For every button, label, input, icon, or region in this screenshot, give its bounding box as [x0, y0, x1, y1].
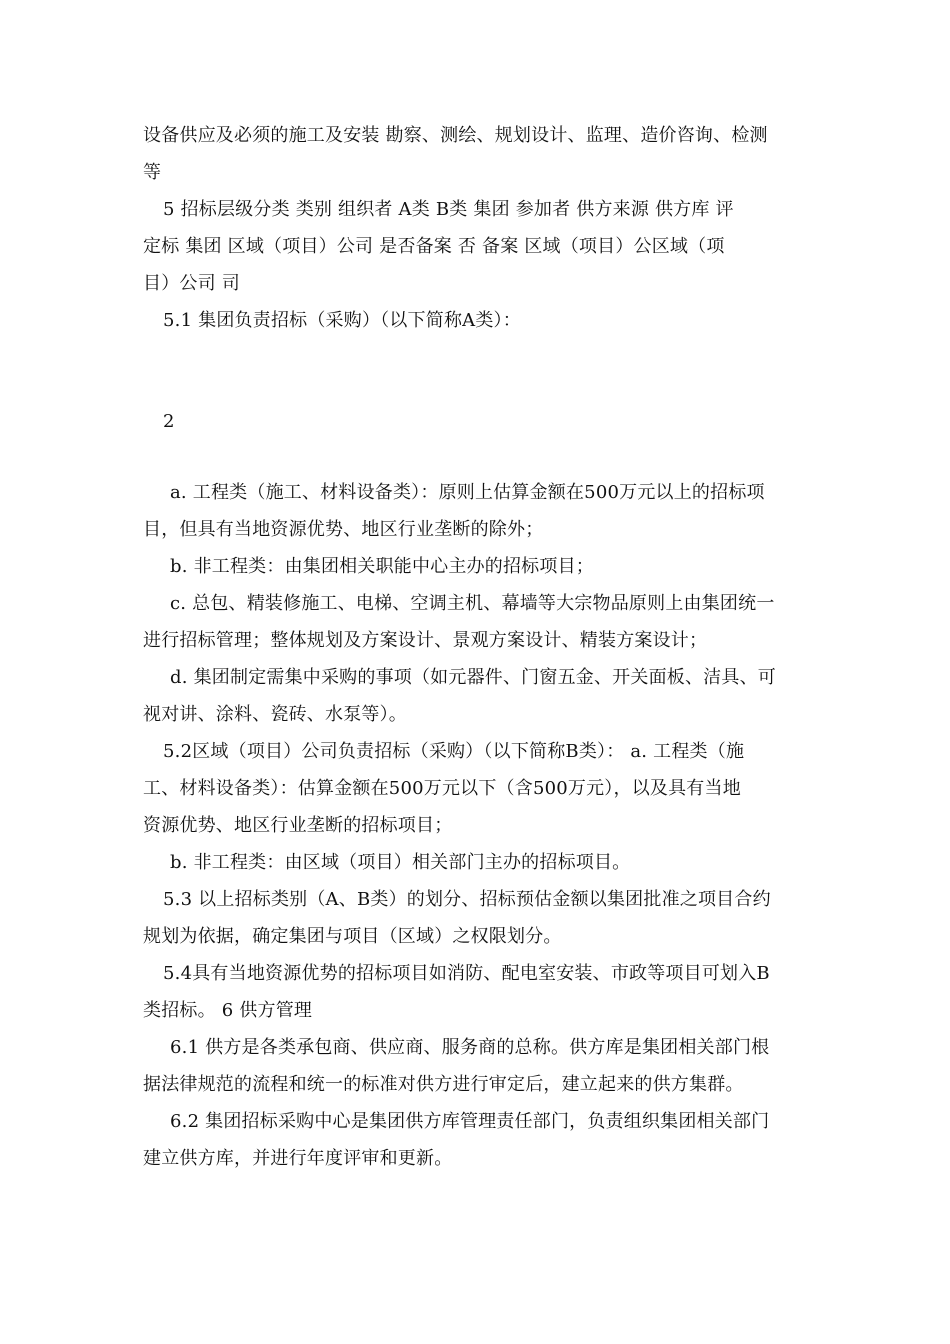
text-line: 视对讲、涂料、瓷砖、水泵等）。 — [143, 704, 407, 725]
section-6-2-heading: 6.2 集团招标采购中心是集团供方库管理责任部门，负责组织集团相关部门 — [170, 1111, 770, 1132]
list-item-b-2: b. 非工程类：由区域（项目）相关部门主办的招标项目。 — [170, 852, 631, 873]
section-6-heading: 类招标。 6 供方管理 — [143, 1000, 313, 1021]
text-line: 目）公司 司 — [143, 273, 240, 294]
section-5-1-heading: 5.1 集团负责招标（采购）（以下简称A类）： — [163, 310, 521, 331]
text-line: 规划为依据，确定集团与项目（区域）之权限划分。 — [143, 926, 562, 947]
section-5-4-heading: 5.4具有当地资源优势的招标项目如消防、配电室安装、市政等项目可划入B — [163, 963, 770, 984]
list-item-b: b. 非工程类：由集团相关职能中心主办的招标项目； — [170, 556, 594, 577]
text-line: 工、材料设备类）：估算金额在500万元以下（含500万元），以及具有当地 — [143, 778, 741, 799]
text-line: 建立供方库，并进行年度评审和更新。 — [143, 1148, 453, 1169]
list-item-c: c. 总包、精装修施工、电梯、空调主机、幕墙等大宗物品原则上由集团统一 — [170, 593, 775, 614]
section-6-1-heading: 6.1 供方是各类承包商、供应商、服务商的总称。供方库是集团相关部门根 — [170, 1037, 770, 1058]
section-5-3-heading: 5.3 以上招标类别（A、B类）的划分、招标预估金额以集团批准之项目合约 — [163, 889, 771, 910]
text-line: 定标 集团 区域（项目）公司 是否备案 否 备案 区域（项目）公区域（项 — [143, 236, 725, 257]
text-line: 目，但具有当地资源优势、地区行业垄断的除外； — [143, 519, 544, 540]
page-number: 2 — [163, 411, 175, 432]
list-item-a: a. 工程类（施工、材料设备类）：原则上估算金额在500万元以上的招标项 — [170, 482, 765, 503]
text-line: 进行招标管理；整体规划及方案设计、景观方案设计、精装方案设计； — [143, 630, 708, 651]
text-line: 设备供应及必须的施工及安装 勘察、测绘、规划设计、监理、造价咨询、检测 — [143, 125, 768, 146]
section-5-heading: 5 招标层级分类 类别 组织者 A类 B类 集团 参加者 供方来源 供方库 评 — [163, 199, 734, 220]
list-item-d: d. 集团制定需集中采购的事项（如元器件、门窗五金、开关面板、洁具、可 — [170, 667, 776, 688]
text-line: 据法律规范的流程和统一的标准对供方进行审定后，建立起来的供方集群。 — [143, 1074, 744, 1095]
text-line: 等 — [143, 162, 162, 183]
text-line: 资源优势、地区行业垄断的招标项目； — [143, 815, 453, 836]
section-5-2-heading: 5.2区域（项目）公司负责招标（采购）（以下简称B类）： a. 工程类（施 — [163, 741, 745, 762]
